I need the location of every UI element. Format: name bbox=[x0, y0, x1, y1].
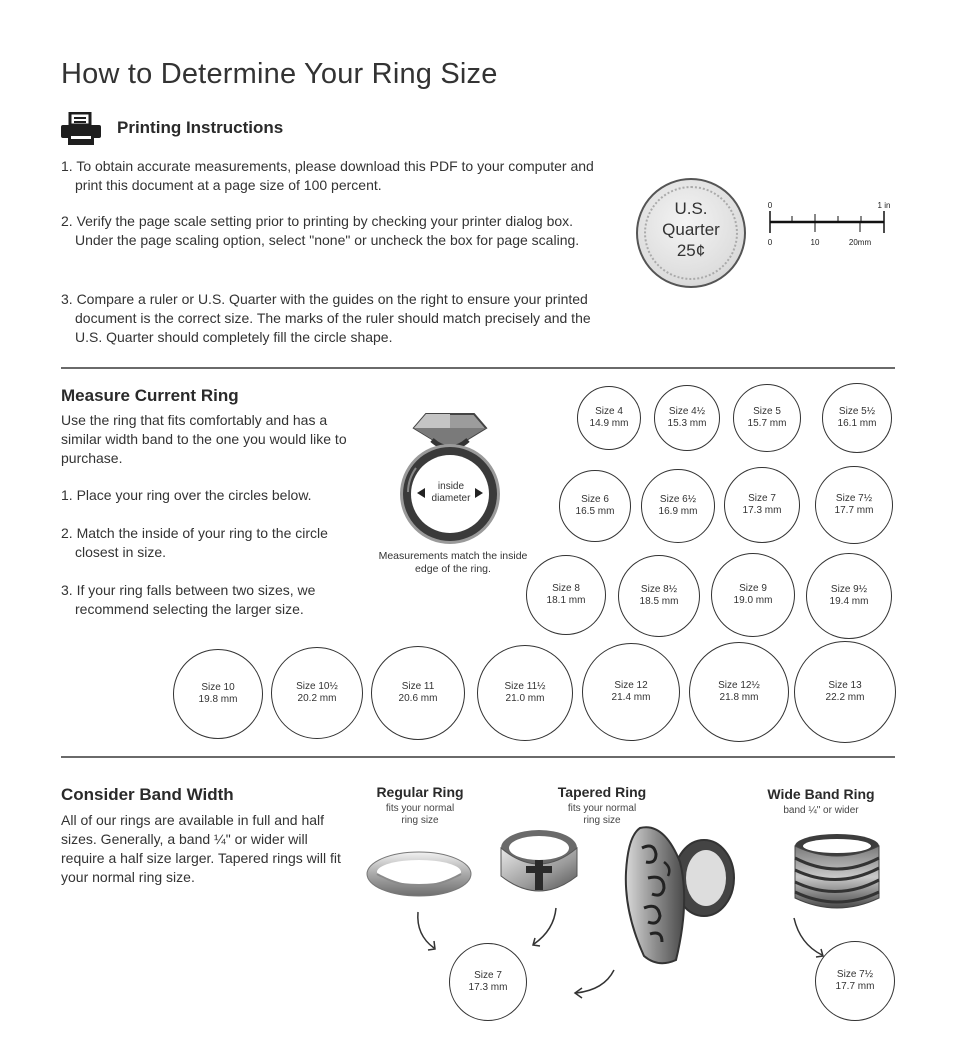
regular-ring-sub2: ring size bbox=[401, 815, 439, 826]
regular-ring-image bbox=[364, 848, 474, 900]
arrow-wide bbox=[794, 918, 822, 955]
quarter-label-quarter: Quarter bbox=[662, 220, 720, 239]
arrow-cross bbox=[534, 908, 556, 944]
ruler-top-start: 0 bbox=[767, 201, 773, 210]
size-circle: Size 8 18.1 mm bbox=[526, 555, 606, 635]
size-circle: Size 10 19.8 mm bbox=[173, 649, 263, 739]
ruler-top-end: 1 in bbox=[877, 201, 891, 210]
quarter-label-us: U.S. bbox=[674, 199, 708, 218]
arrow-cross-head bbox=[533, 938, 540, 946]
instruction-3: 3. Compare a ruler or U.S. Quarter with the guides on the right to ensure your printed document is the correct size. The marks of the ruler should match precisely and the U.S. Quarter should completely fill the circle shape. bbox=[61, 291, 591, 345]
arrow-wide-head bbox=[816, 949, 823, 957]
measure-step-3: 3. If your ring falls between two sizes, we recommend selecting the larger size. bbox=[61, 582, 316, 617]
tapered-ring-sub1: fits your normal bbox=[567, 803, 637, 814]
divider-1 bbox=[61, 367, 895, 369]
ring-diameter-diagram bbox=[396, 410, 506, 546]
arrow-tapered-head bbox=[575, 988, 582, 998]
size-circle: Size 7 17.3 mm bbox=[724, 467, 800, 543]
size-circle: Size 5 15.7 mm bbox=[733, 384, 801, 452]
measure-intro: Use the ring that fits comfortably and has a similar width band to the one you would like to purchase. bbox=[61, 412, 347, 466]
size-circle: Size 4½ 15.3 mm bbox=[654, 385, 720, 451]
tapered-ring-image bbox=[618, 822, 738, 968]
wide-band-ring-image bbox=[790, 832, 884, 916]
printer-icon bbox=[60, 112, 102, 146]
tapered-ring-title: Tapered Ring bbox=[557, 784, 647, 800]
quarter-guide bbox=[636, 178, 746, 288]
ruler-bottom-mid: 10 bbox=[810, 238, 820, 247]
ruler-guide bbox=[760, 198, 900, 250]
size-circle: Size 10½ 20.2 mm bbox=[271, 647, 363, 739]
size-circle: Size 8½ 18.5 mm bbox=[618, 555, 700, 637]
band-width-text: All of our rings are available in full and half sizes. Generally, a band ¼" or wider will require a half size larger. Tapered rings will fit your normal ring size. bbox=[61, 812, 341, 885]
size-circle: Size 11 20.6 mm bbox=[371, 646, 465, 740]
result-size-circle-normal: Size 7 17.3 mm bbox=[449, 943, 527, 1021]
diagram-caption: Measurements match the inside edge of the ring. bbox=[378, 550, 528, 575]
ruler-bottom-end: 20mm bbox=[848, 238, 872, 247]
cross-ring-image bbox=[498, 826, 580, 902]
size-circle: Size 7½ 17.7 mm bbox=[815, 466, 893, 544]
arrow-regular-head bbox=[428, 941, 435, 950]
arrow-regular bbox=[418, 912, 434, 948]
size-circle: Size 5½ 16.1 mm bbox=[822, 383, 892, 453]
size-circle: Size 11½ 21.0 mm bbox=[477, 645, 573, 741]
divider-2 bbox=[61, 756, 895, 758]
regular-ring-sub1: fits your normal bbox=[385, 803, 455, 814]
size-circle: Size 13 22.2 mm bbox=[794, 641, 896, 743]
size-circle: Size 12½ 21.8 mm bbox=[689, 642, 789, 742]
result-size-circle-wide: Size 7½ 17.7 mm bbox=[815, 941, 895, 1021]
printing-instructions-heading: Printing Instructions bbox=[117, 118, 284, 137]
measure-heading: Measure Current Ring bbox=[61, 386, 239, 405]
size-circle: Size 12 21.4 mm bbox=[582, 643, 680, 741]
regular-ring-title: Regular Ring bbox=[376, 784, 464, 800]
ruler-bottom-start: 0 bbox=[767, 238, 773, 247]
measure-step-1: 1. Place your ring over the circles below. bbox=[61, 487, 312, 503]
instruction-2: 2. Verify the page scale setting prior to printing by checking your printer dialog box. Under the page scaling option, select "none" or uncheck the box for page scaling. bbox=[61, 213, 580, 248]
tapered-ring-sub2: ring size bbox=[583, 815, 621, 826]
band-width-heading: Consider Band Width bbox=[61, 785, 234, 804]
instruction-1: 1. To obtain accurate measurements, please download this PDF to your computer and print this document at a page size of 100 percent. bbox=[61, 158, 594, 193]
arrow-tapered bbox=[576, 970, 614, 993]
size-circle: Size 6½ 16.9 mm bbox=[641, 469, 715, 543]
size-circle: Size 9 19.0 mm bbox=[711, 553, 795, 637]
wide-band-ring-sub1: band ¼" or wider bbox=[783, 805, 859, 816]
wide-band-ring-title: Wide Band Ring bbox=[767, 786, 875, 802]
diameter-label: diameter bbox=[431, 493, 471, 504]
size-circle: Size 9½ 19.4 mm bbox=[806, 553, 892, 639]
inside-label: inside bbox=[437, 481, 465, 492]
measure-step-2: 2. Match the inside of your ring to the circle closest in size. bbox=[61, 525, 328, 560]
size-circle: Size 4 14.9 mm bbox=[577, 386, 641, 450]
size-circle: Size 6 16.5 mm bbox=[559, 470, 631, 542]
page-title: How to Determine Your Ring Size bbox=[61, 58, 498, 90]
quarter-label-value: 25¢ bbox=[676, 241, 706, 260]
